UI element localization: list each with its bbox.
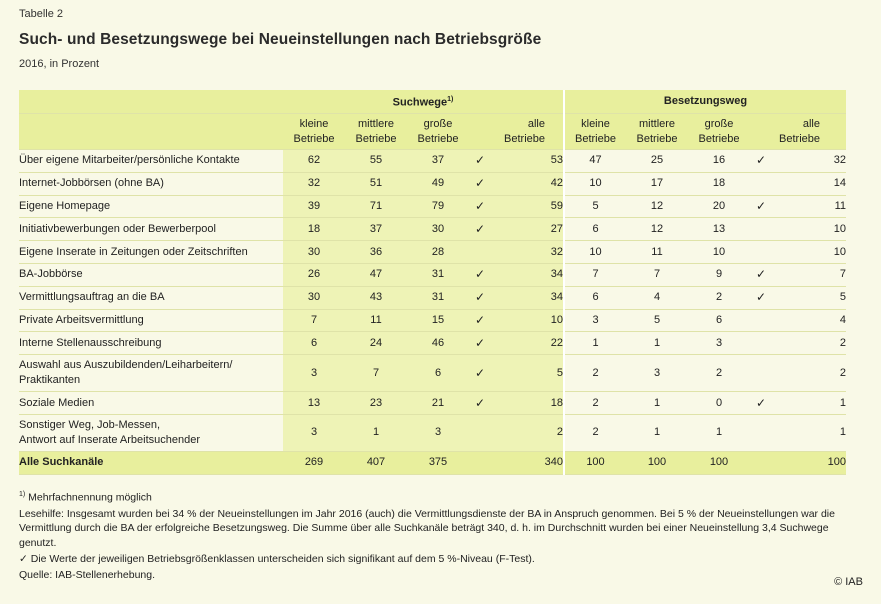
total-value-cell: 100: [626, 451, 688, 474]
corner-cell: [19, 90, 283, 114]
col-header-kleine-besetzung: [564, 114, 626, 150]
col-header-line: mittlere: [638, 117, 676, 130]
value-cell-total: 59: [491, 195, 564, 218]
empty-check-cell: [750, 451, 772, 474]
value-cell-total: 1: [772, 392, 846, 415]
value-cell: 18: [283, 218, 345, 241]
value-cell-total: 7: [772, 263, 846, 286]
value-cell: 5: [564, 195, 626, 218]
row-label: [19, 355, 283, 392]
total-value-cell: 100: [564, 451, 626, 474]
value-cell: 2: [688, 355, 750, 392]
value-cell-total: 5: [772, 286, 846, 309]
check-icon: ✓: [469, 286, 491, 309]
value-cell: 17: [626, 172, 688, 195]
notes-section: [19, 488, 859, 584]
total-value-cell: 340: [491, 451, 564, 474]
col-header-alle-besetzung: [772, 114, 846, 150]
row-label-line: Auswahl aus Auszubildenden/Leiharbeitern/: [19, 359, 233, 372]
value-cell: 2: [564, 414, 626, 451]
row-label: [19, 286, 283, 309]
row-label: [19, 332, 283, 355]
check-icon: ✓: [469, 355, 491, 392]
row-label: [19, 241, 283, 264]
check-icon: ✓: [469, 332, 491, 355]
value-cell: 1: [626, 414, 688, 451]
table-title: Such- und Besetzungswege bei Neueinstellungen nach Betriebsgröße: [19, 31, 542, 48]
value-cell: 3: [688, 332, 750, 355]
value-cell: 43: [345, 286, 407, 309]
col-header-line: Betriebe: [779, 132, 820, 145]
value-cell: 6: [407, 355, 469, 392]
value-cell: 62: [283, 150, 345, 173]
col-header-check-besetzung: [750, 114, 772, 150]
col-header-line: kleine: [299, 117, 329, 130]
row-label: [19, 218, 283, 241]
row-label-line: Interne Stellenausschreibung: [19, 336, 162, 349]
value-cell: 13: [283, 392, 345, 415]
value-cell: 55: [345, 150, 407, 173]
col-header-line: Betriebe: [355, 132, 397, 145]
value-cell: 1: [345, 414, 407, 451]
value-cell-total: 18: [491, 392, 564, 415]
group-header-besetzungsweg: Besetzungsweg: [564, 90, 846, 114]
value-cell-total: 32: [491, 241, 564, 264]
total-value-cell: 269: [283, 451, 345, 474]
col-header-mittlere-suchwege: [345, 114, 407, 150]
row-label: [19, 309, 283, 332]
value-cell-total: 4: [772, 309, 846, 332]
group-header-suchwege-label: Suchwege: [392, 96, 448, 109]
value-cell: 31: [407, 286, 469, 309]
empty-check-cell: [469, 451, 491, 474]
value-cell-total: 53: [491, 150, 564, 173]
check-icon: ✓: [750, 286, 772, 309]
value-cell-total: 2: [491, 414, 564, 451]
value-cell: 10: [564, 241, 626, 264]
table-row: [19, 355, 846, 392]
value-cell: 37: [407, 150, 469, 173]
value-cell-total: 5: [491, 355, 564, 392]
value-cell: 1: [564, 332, 626, 355]
value-cell: 39: [283, 195, 345, 218]
value-cell: 30: [407, 218, 469, 241]
col-header-kleine-suchwege: [283, 114, 345, 150]
col-header-line: kleine: [581, 117, 610, 130]
row-label: [19, 150, 283, 173]
table-row: [19, 332, 846, 355]
total-value-cell: 100: [688, 451, 750, 474]
value-cell: 0: [688, 392, 750, 415]
row-label: [19, 414, 283, 451]
row-label-line: Private Arbeitsvermittlung: [19, 313, 144, 326]
value-cell: 3: [283, 414, 345, 451]
total-row: [19, 451, 846, 474]
value-cell: 7: [564, 263, 626, 286]
col-header-line: große: [423, 117, 453, 130]
empty-check-cell: [750, 309, 772, 332]
check-icon: ✓: [750, 150, 772, 173]
table-row: [19, 286, 846, 309]
value-cell-total: 2: [772, 355, 846, 392]
row-label: [19, 392, 283, 415]
value-cell: 2: [688, 286, 750, 309]
copyright: © IAB: [834, 576, 863, 588]
check-icon: ✓: [750, 195, 772, 218]
value-cell: 71: [345, 195, 407, 218]
row-label-line: Vermittlungsauftrag an die BA: [19, 291, 165, 304]
row-label-line: Eigene Inserate in Zeitungen oder Zeitschriften: [19, 245, 248, 258]
value-cell: 47: [345, 263, 407, 286]
total-value-cell: 375: [407, 451, 469, 474]
check-icon: ✓: [750, 392, 772, 415]
check-icon: ✓: [19, 552, 28, 565]
value-cell: 3: [283, 355, 345, 392]
table-row: [19, 414, 846, 451]
col-header-line: große: [704, 117, 734, 130]
check-icon: ✓: [469, 309, 491, 332]
value-cell: 28: [407, 241, 469, 264]
value-cell: 3: [564, 309, 626, 332]
empty-check-cell: [750, 172, 772, 195]
value-cell: 6: [564, 218, 626, 241]
table-row: [19, 392, 846, 415]
row-label: [19, 263, 283, 286]
col-header-line: Betriebe: [575, 132, 616, 145]
reading-help: Lesehilfe: Insgesamt wurden bei 34 % der Neueinstellungen im Jahr 2016 (auch) die Vermittlungsdienste der BA in Anspruch genommen. Bei 5 % der Neueinstellungen war die Vermittlung durch die BA der erfolgreiche Besetzungsweg. Die Summe über alle Suchkanäle beträgt 340, d. h. im Durchschnitt wurden bei einer Neueinstellung 3,4 Suchwege genutzt.: [19, 507, 835, 549]
table-row: [19, 218, 846, 241]
value-cell: 10: [564, 172, 626, 195]
value-cell: 26: [283, 263, 345, 286]
value-cell-total: 10: [772, 218, 846, 241]
empty-check-cell: [750, 241, 772, 264]
value-cell: 11: [626, 241, 688, 264]
value-cell: 31: [407, 263, 469, 286]
value-cell: 37: [345, 218, 407, 241]
value-cell: 11: [345, 309, 407, 332]
empty-check-cell: [469, 241, 491, 264]
value-cell-total: 2: [772, 332, 846, 355]
value-cell: 2: [564, 355, 626, 392]
value-cell-total: 14: [772, 172, 846, 195]
value-cell: 10: [688, 241, 750, 264]
value-cell: 1: [626, 332, 688, 355]
value-cell-total: 1: [772, 414, 846, 451]
value-cell-total: 11: [772, 195, 846, 218]
col-header-line: mittlere: [357, 117, 395, 130]
check-icon: ✓: [469, 218, 491, 241]
col-header-alle-suchwege: [491, 114, 564, 150]
value-cell: 25: [626, 150, 688, 173]
value-cell: 79: [407, 195, 469, 218]
row-label: [19, 195, 283, 218]
col-header-mittlere-besetzung: [626, 114, 688, 150]
check-icon: ✓: [469, 263, 491, 286]
footnote-text: Mehrfachnennung möglich: [28, 491, 152, 504]
value-cell: 7: [283, 309, 345, 332]
value-cell: 3: [407, 414, 469, 451]
value-cell: 3: [626, 355, 688, 392]
check-icon: ✓: [469, 392, 491, 415]
row-label-line: Sonstiger Weg, Job-Messen,: [19, 418, 161, 431]
table-row: [19, 195, 846, 218]
table-row: [19, 241, 846, 264]
footnote-marker: 1): [19, 491, 26, 498]
value-cell: 30: [283, 241, 345, 264]
value-cell: 47: [564, 150, 626, 173]
value-cell: 12: [626, 195, 688, 218]
value-cell: 7: [626, 263, 688, 286]
col-header-line: Betriebe: [636, 132, 678, 145]
table-number: Tabelle 2: [19, 8, 64, 20]
value-cell-total: 42: [491, 172, 564, 195]
value-cell: 6: [688, 309, 750, 332]
value-cell: 6: [564, 286, 626, 309]
group-header-row: [19, 90, 846, 114]
check-note-text: Die Werte der jeweiligen Betriebsgrößenklassen unterscheiden sich signifikant auf dem 5 %-Niveau (F-Test).: [30, 552, 535, 565]
total-value-cell: 407: [345, 451, 407, 474]
col-header-line: alle: [527, 117, 545, 130]
row-label-line: Initiativbewerbungen oder Bewerberpool: [19, 222, 216, 235]
table-row: [19, 172, 846, 195]
value-cell-total: 34: [491, 286, 564, 309]
value-cell: 12: [626, 218, 688, 241]
value-cell: 9: [688, 263, 750, 286]
value-cell: 1: [626, 392, 688, 415]
value-cell: 32: [283, 172, 345, 195]
check-icon: ✓: [469, 195, 491, 218]
value-cell: 49: [407, 172, 469, 195]
empty-check-cell: [750, 355, 772, 392]
row-label-line: BA-Jobbörse: [19, 268, 83, 281]
value-cell: 5: [626, 309, 688, 332]
table-row: [19, 263, 846, 286]
value-cell-total: 32: [772, 150, 846, 173]
value-cell: 13: [688, 218, 750, 241]
row-label-line: Über eigene Mitarbeiter/persönliche Kontakte: [19, 154, 240, 167]
empty-check-cell: [469, 414, 491, 451]
col-header-line: alle: [802, 117, 820, 130]
row-label-line: Eigene Homepage: [19, 199, 111, 212]
source: Quelle: IAB-Stellenerhebung.: [19, 568, 156, 581]
value-cell: 36: [345, 241, 407, 264]
value-cell: 51: [345, 172, 407, 195]
value-cell: 46: [407, 332, 469, 355]
table-row: [19, 309, 846, 332]
table-row: [19, 150, 846, 173]
value-cell: 23: [345, 392, 407, 415]
value-cell: 6: [283, 332, 345, 355]
row-label: [19, 172, 283, 195]
check-icon: ✓: [469, 172, 491, 195]
sub-header-row: [19, 114, 846, 150]
value-cell: 20: [688, 195, 750, 218]
empty-check-cell: [750, 332, 772, 355]
row-label-line: Soziale Medien: [19, 396, 95, 409]
col-header-grosse-besetzung: [688, 114, 750, 150]
table-body: [19, 150, 846, 475]
corner-cell: [19, 114, 283, 150]
total-value-cell: 100: [772, 451, 846, 474]
value-cell: 4: [626, 286, 688, 309]
col-header-grosse-suchwege: [407, 114, 469, 150]
col-header-line: Betriebe: [698, 132, 740, 145]
value-cell: 15: [407, 309, 469, 332]
value-cell: 7: [345, 355, 407, 392]
group-header-suchwege: [283, 90, 564, 114]
row-label-line: Internet-Jobbörsen (ohne BA): [19, 177, 164, 190]
value-cell: 18: [688, 172, 750, 195]
row-label-line: Antwort auf Inserate Arbeitsuchender: [19, 433, 200, 446]
check-icon: ✓: [469, 150, 491, 173]
value-cell: 24: [345, 332, 407, 355]
value-cell-total: 27: [491, 218, 564, 241]
value-cell-total: 34: [491, 263, 564, 286]
value-cell: 30: [283, 286, 345, 309]
footnote-marker: 1): [447, 96, 454, 104]
value-cell: 2: [564, 392, 626, 415]
col-header-line: Betriebe: [293, 132, 335, 145]
col-header-line: Betriebe: [504, 132, 545, 145]
value-cell: 1: [688, 414, 750, 451]
total-label: Alle Suchkanäle: [19, 451, 283, 474]
value-cell-total: 10: [772, 241, 846, 264]
empty-check-cell: [750, 218, 772, 241]
data-table: [19, 90, 846, 475]
check-icon: ✓: [750, 263, 772, 286]
value-cell: 21: [407, 392, 469, 415]
check-note: [19, 552, 859, 567]
col-header-line: Betriebe: [417, 132, 459, 145]
value-cell: 16: [688, 150, 750, 173]
value-cell-total: 22: [491, 332, 564, 355]
footnote: [19, 488, 859, 505]
empty-check-cell: [750, 414, 772, 451]
value-cell-total: 10: [491, 309, 564, 332]
row-label-line: Praktikanten: [19, 374, 81, 387]
table-subtitle: 2016, in Prozent: [19, 58, 100, 70]
col-header-check-suchwege: [469, 114, 491, 150]
